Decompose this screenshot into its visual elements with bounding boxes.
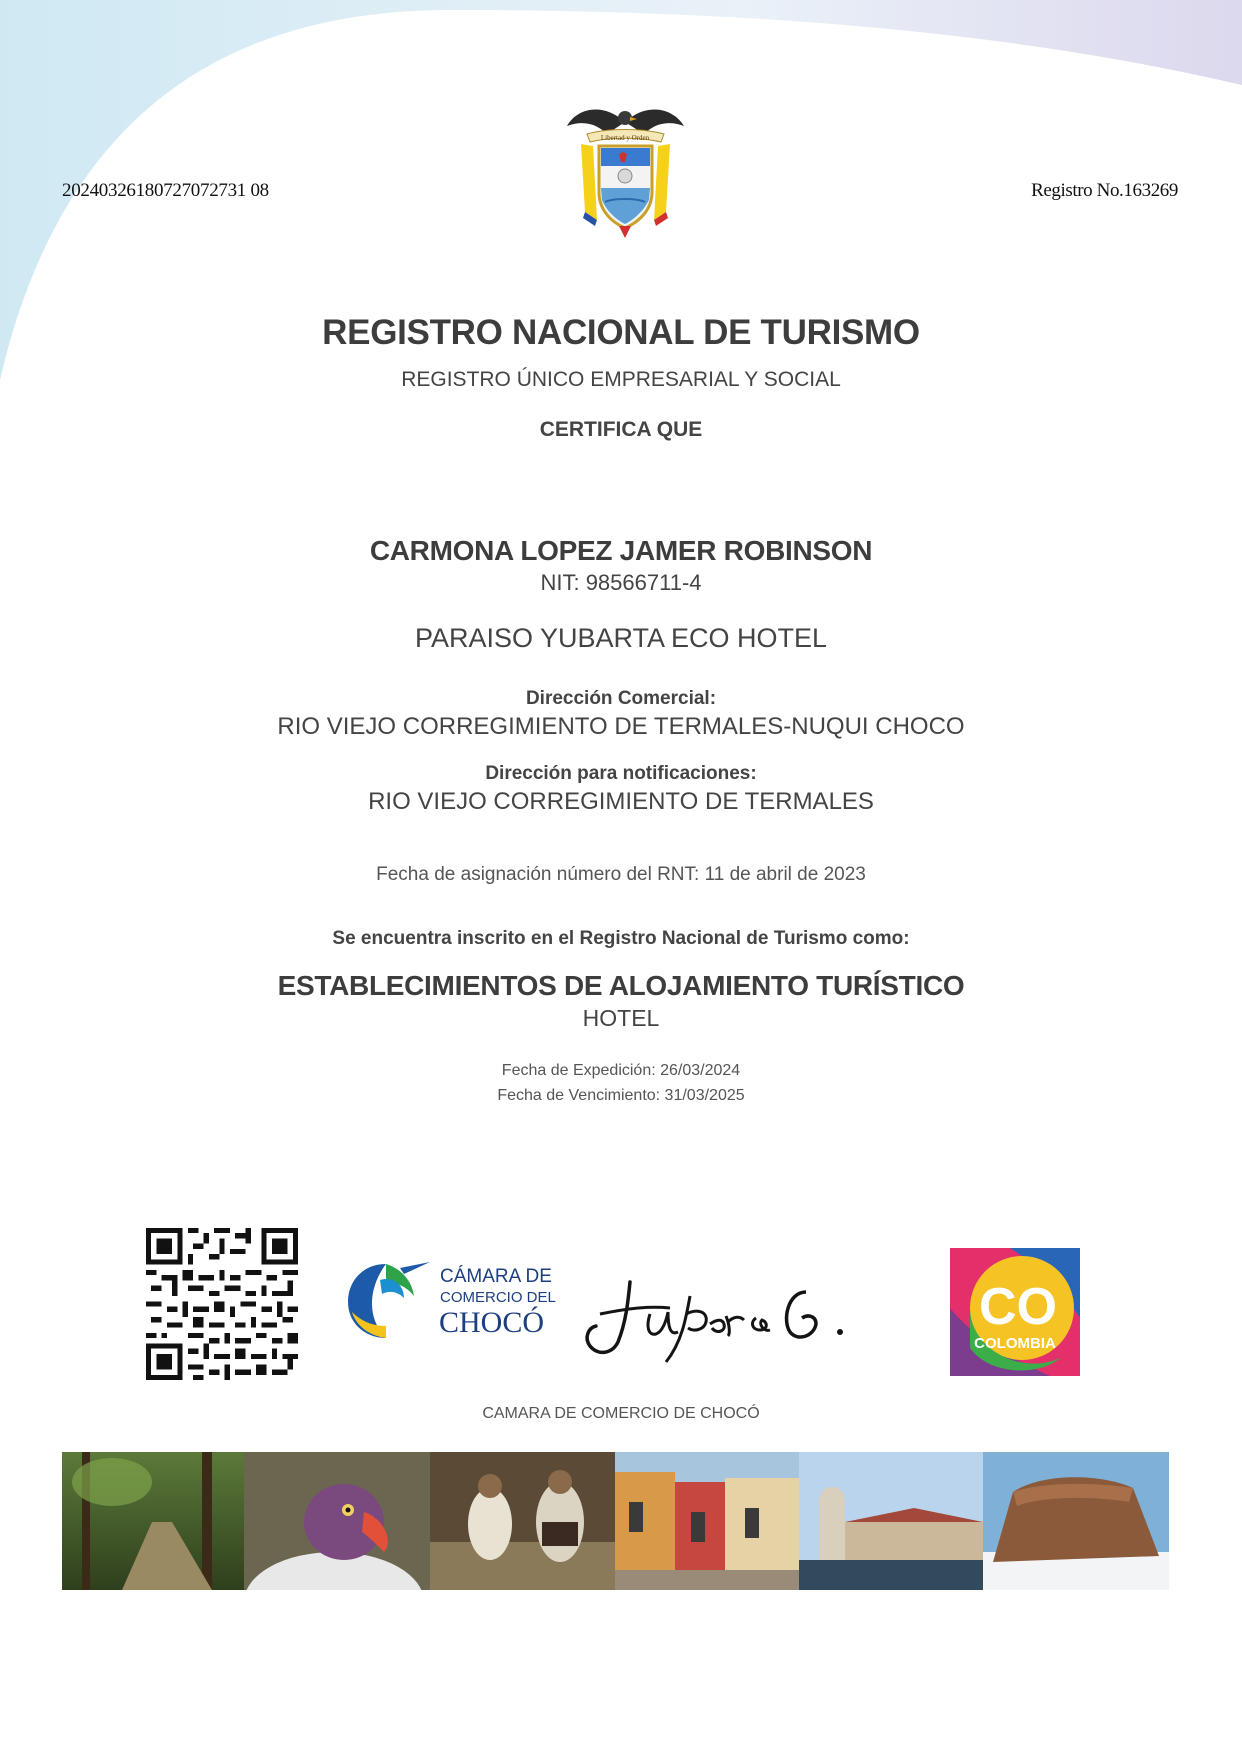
qr-code[interactable] bbox=[146, 1228, 298, 1380]
signature bbox=[570, 1262, 880, 1372]
commercial-address: RIO VIEJO CORREGIMIENTO DE TERMALES-NUQUI CHOCO bbox=[277, 713, 965, 740]
holder-nit: NIT: 98566711-4 bbox=[540, 570, 702, 595]
holder-name: CARMONA LOPEZ JAMER ROBINSON bbox=[369, 535, 873, 566]
colombia-text: COLOMBIA bbox=[974, 1335, 1056, 1352]
page-subtitle: REGISTRO ÚNICO EMPRESARIAL Y SOCIAL bbox=[401, 368, 841, 391]
rnt-assignment-date: Fecha de asignación número del RNT: 11 de abril de 2023 bbox=[376, 864, 866, 885]
registro-number: Registro No.163269 bbox=[1031, 180, 1178, 201]
colombia-coat-of-arms bbox=[563, 100, 688, 240]
camara-line3: CHOCÓ bbox=[439, 1306, 545, 1339]
notifications-address: RIO VIEJO CORREGIMIENTO DE TERMALES bbox=[368, 788, 874, 815]
camara-line1: CÁMARA DE bbox=[440, 1266, 552, 1287]
expiry-date: Fecha de Vencimiento: 31/03/2025 bbox=[497, 1087, 745, 1104]
issue-date: Fecha de Expedición: 26/03/2024 bbox=[501, 1062, 741, 1079]
co-text: CO bbox=[979, 1278, 1057, 1336]
document-number: 20240326180727072731 08 bbox=[62, 180, 269, 201]
photo-musicians bbox=[430, 1452, 615, 1590]
photo-rock-formation bbox=[983, 1452, 1169, 1590]
commercial-address-label: Dirección Comercial: bbox=[525, 688, 717, 709]
photo-condor bbox=[244, 1452, 430, 1590]
photo-colonial-street bbox=[615, 1452, 799, 1590]
page-title: REGISTRO NACIONAL DE TURISMO bbox=[322, 313, 920, 352]
registration-subcategory: HOTEL bbox=[582, 1005, 660, 1031]
camara-comercio-choco-logo bbox=[340, 1250, 560, 1350]
issuer-name: CAMARA DE COMERCIO DE CHOCÓ bbox=[482, 1405, 760, 1422]
certifica-heading: CERTIFICA QUE bbox=[539, 418, 703, 441]
colombia-co-logo bbox=[950, 1248, 1080, 1376]
photo-forest bbox=[62, 1452, 244, 1590]
notifications-address-label: Dirección para notificaciones: bbox=[485, 763, 757, 784]
establishment-name: PARAISO YUBARTA ECO HOTEL bbox=[414, 623, 828, 653]
photo-cathedral bbox=[799, 1452, 983, 1590]
registration-category: ESTABLECIMIENTOS DE ALOJAMIENTO TURÍSTICO bbox=[277, 970, 965, 1001]
seal-motto: Libertad y Orden bbox=[600, 134, 650, 142]
registration-intro: Se encuentra inscrito en el Registro Nacional de Turismo como: bbox=[332, 928, 910, 949]
camara-line2: COMERCIO DEL bbox=[440, 1289, 556, 1306]
